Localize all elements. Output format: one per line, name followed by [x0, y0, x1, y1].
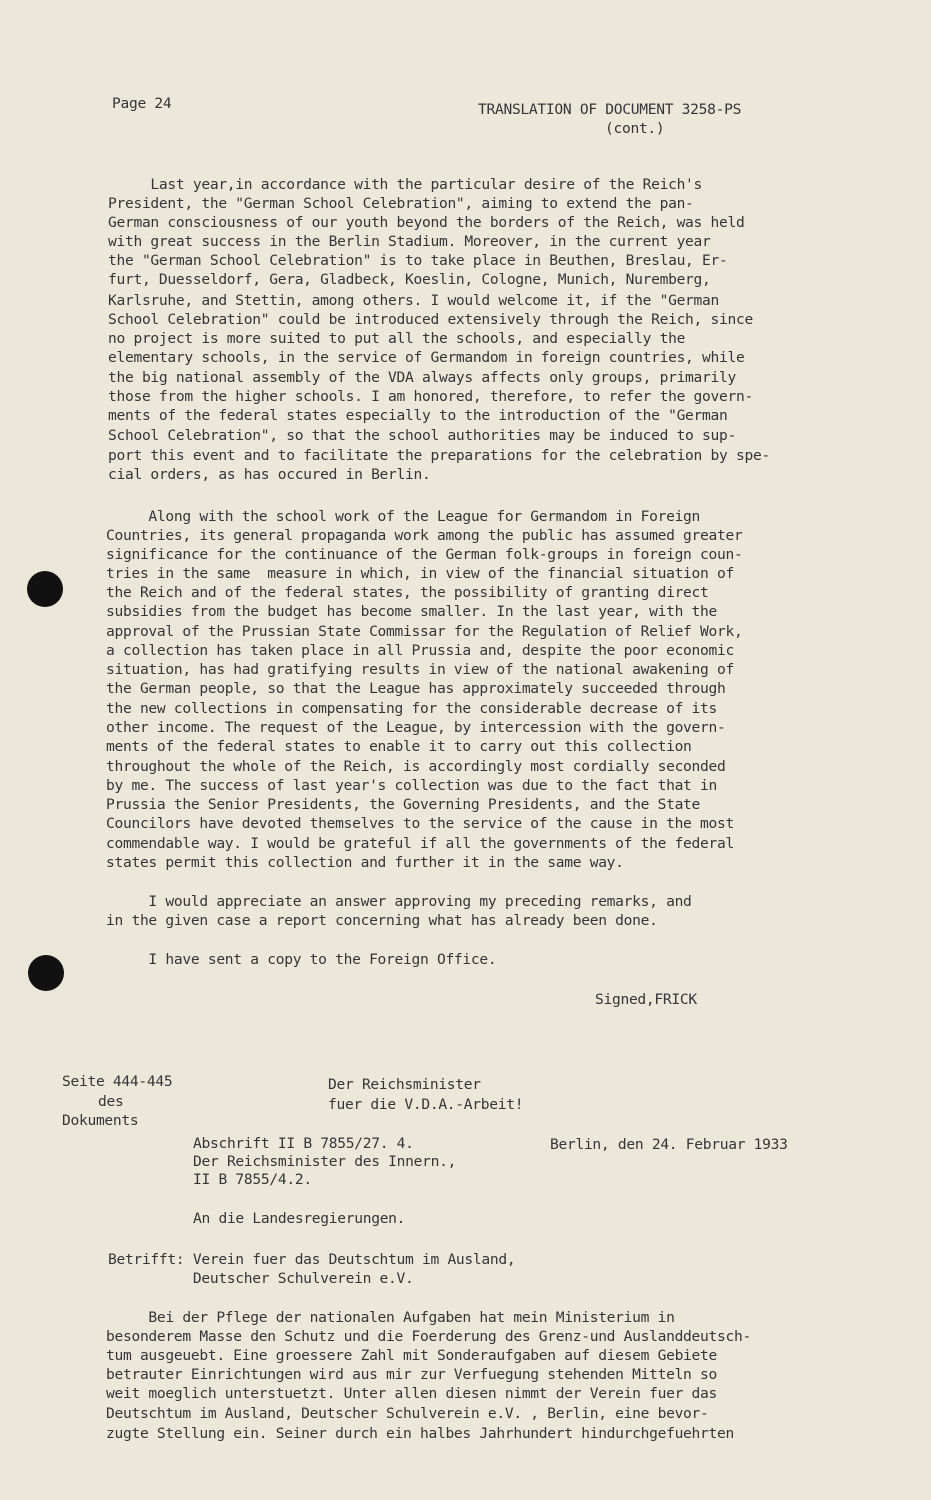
abschrift-line: Der Reichsminister des Innern., [193, 1153, 457, 1170]
text-line: Bei der Pflege der nationalen Aufgaben hat mein Ministerium in [106, 1309, 675, 1326]
addressee: An die Landesregierungen. [193, 1210, 406, 1227]
text-line: furt, Duesseldorf, Gera, Gladbeck, Koeslin, Cologne, Munich, Nuremberg, [108, 271, 711, 288]
text-line: German consciousness of our youth beyond the borders of the Reich, was held [108, 214, 745, 231]
text-line: those from the higher schools. I am honored, therefore, to refer the govern- [108, 388, 753, 405]
text-line: states permit this collection and further it in the same way. [106, 854, 624, 871]
text-line: tum ausgeuebt. Eine groessere Zahl mit Sonderaufgaben auf diesem Gebiete [106, 1347, 718, 1364]
text-line: Karlsruhe, and Stettin, among others. I would welcome it, if the "German [108, 292, 720, 309]
seite-line: des [98, 1093, 124, 1110]
text-line: School Celebration" could be introduced extensively through the Reich, since [108, 311, 753, 328]
text-line: significance for the continuance of the German folk-groups in foreign coun- [106, 546, 743, 563]
abschrift-line: Abschrift II B 7855/27. 4. [193, 1135, 414, 1152]
text-line: the Reich and of the federal states, the possibility of granting direct [106, 584, 709, 601]
letter-date: Berlin, den 24. Februar 1933 [550, 1136, 788, 1153]
text-line: Prussia the Senior Presidents, the Governing Presidents, and the State [106, 796, 701, 813]
minister-line: Der Reichsminister [328, 1076, 481, 1093]
seite-line: Dokuments [62, 1112, 139, 1129]
minister-line: fuer die V.D.A.-Arbeit! [328, 1096, 524, 1113]
text-line: Countries, its general propaganda work among the public has assumed greater [106, 527, 743, 544]
text-line: tries in the same measure in which, in view of the financial situation of [106, 565, 734, 582]
text-line: weit moeglich unterstuetzt. Unter allen diesen nimmt der Verein fuer das [106, 1385, 718, 1402]
text-line: by me. The success of last year's collection was due to the fact that in [106, 777, 718, 794]
text-line: with great success in the Berlin Stadium. Moreover, in the current year [108, 233, 711, 250]
text-line: commendable way. I would be grateful if all the governments of the federal [106, 835, 734, 852]
paragraph-4: I have sent a copy to the Foreign Office. [106, 951, 497, 968]
signature: Signed,FRICK [595, 991, 697, 1008]
text-line: Last year,in accordance with the particular desire of the Reich's [108, 176, 703, 193]
text-line: the big national assembly of the VDA always affects only groups, primarily [108, 369, 736, 386]
text-line: no project is more suited to put all the schools, and especially the [108, 330, 686, 347]
text-line: zugte Stellung ein. Seiner durch ein halbes Jahrhundert hindurchgefuehrten [106, 1425, 734, 1442]
punch-hole-top [27, 571, 63, 607]
text-line: the new collections in compensating for the considerable decrease of its [106, 700, 718, 717]
text-line: ments of the federal states especially to the introduction of the "German [108, 407, 728, 424]
text-line: betrauter Einrichtungen wird aus mir zur Verfuegung stehenden Mitteln so [106, 1366, 718, 1383]
text-line: throughout the whole of the Reich, is accordingly most cordially seconded [106, 758, 726, 775]
punch-hole-bottom [28, 955, 64, 991]
text-line: the "German School Celebration" is to take place in Beuthen, Breslau, Er- [108, 252, 728, 269]
text-line: other income. The request of the League, by intercession with the govern- [106, 719, 726, 736]
text-line: School Celebration", so that the school authorities may be induced to sup- [108, 427, 736, 444]
page-label: Page 24 [112, 95, 172, 112]
document-title-continued: (cont.) [605, 120, 665, 137]
abschrift-line: II B 7855/4.2. [193, 1171, 312, 1188]
seite-line: Seite 444-445 [62, 1073, 173, 1090]
text-line: Along with the school work of the League for Germandom in Foreign [106, 508, 701, 525]
betrifft-line: Betrifft: Verein fuer das Deutschtum im Ausland, [108, 1251, 516, 1268]
text-line: ments of the federal states to enable it to carry out this collection [106, 738, 692, 755]
text-line: I would appreciate an answer approving my preceding remarks, and [106, 893, 692, 910]
text-line: in the given case a report concerning what has already been done. [106, 912, 658, 929]
betrifft-line: Deutscher Schulverein e.V. [108, 1270, 414, 1287]
text-line: cial orders, as has occured in Berlin. [108, 466, 431, 483]
text-line: elementary schools, in the service of Germandom in foreign countries, while [108, 349, 745, 366]
text-line: President, the "German School Celebration", aiming to extend the pan- [108, 195, 694, 212]
text-line: Deutschtum im Ausland, Deutscher Schulverein e.V. , Berlin, eine bevor- [106, 1405, 709, 1422]
text-line: situation, has had gratifying results in view of the national awakening of [106, 661, 734, 678]
text-line: Councilors have devoted themselves to the service of the cause in the most [106, 815, 734, 832]
text-line: port this event and to facilitate the preparations for the celebration by spe- [108, 447, 770, 464]
text-line: a collection has taken place in all Prussia and, despite the poor economic [106, 642, 734, 659]
text-line: approval of the Prussian State Commissar for the Regulation of Relief Work, [106, 623, 743, 640]
text-line: subsidies from the budget has become smaller. In the last year, with the [106, 603, 718, 620]
text-line: the German people, so that the League has approximately succeeded through [106, 680, 726, 697]
document-title: TRANSLATION OF DOCUMENT 3258-PS [478, 101, 742, 118]
text-line: besonderem Masse den Schutz und die Foerderung des Grenz-und Auslanddeutsch- [106, 1328, 751, 1345]
